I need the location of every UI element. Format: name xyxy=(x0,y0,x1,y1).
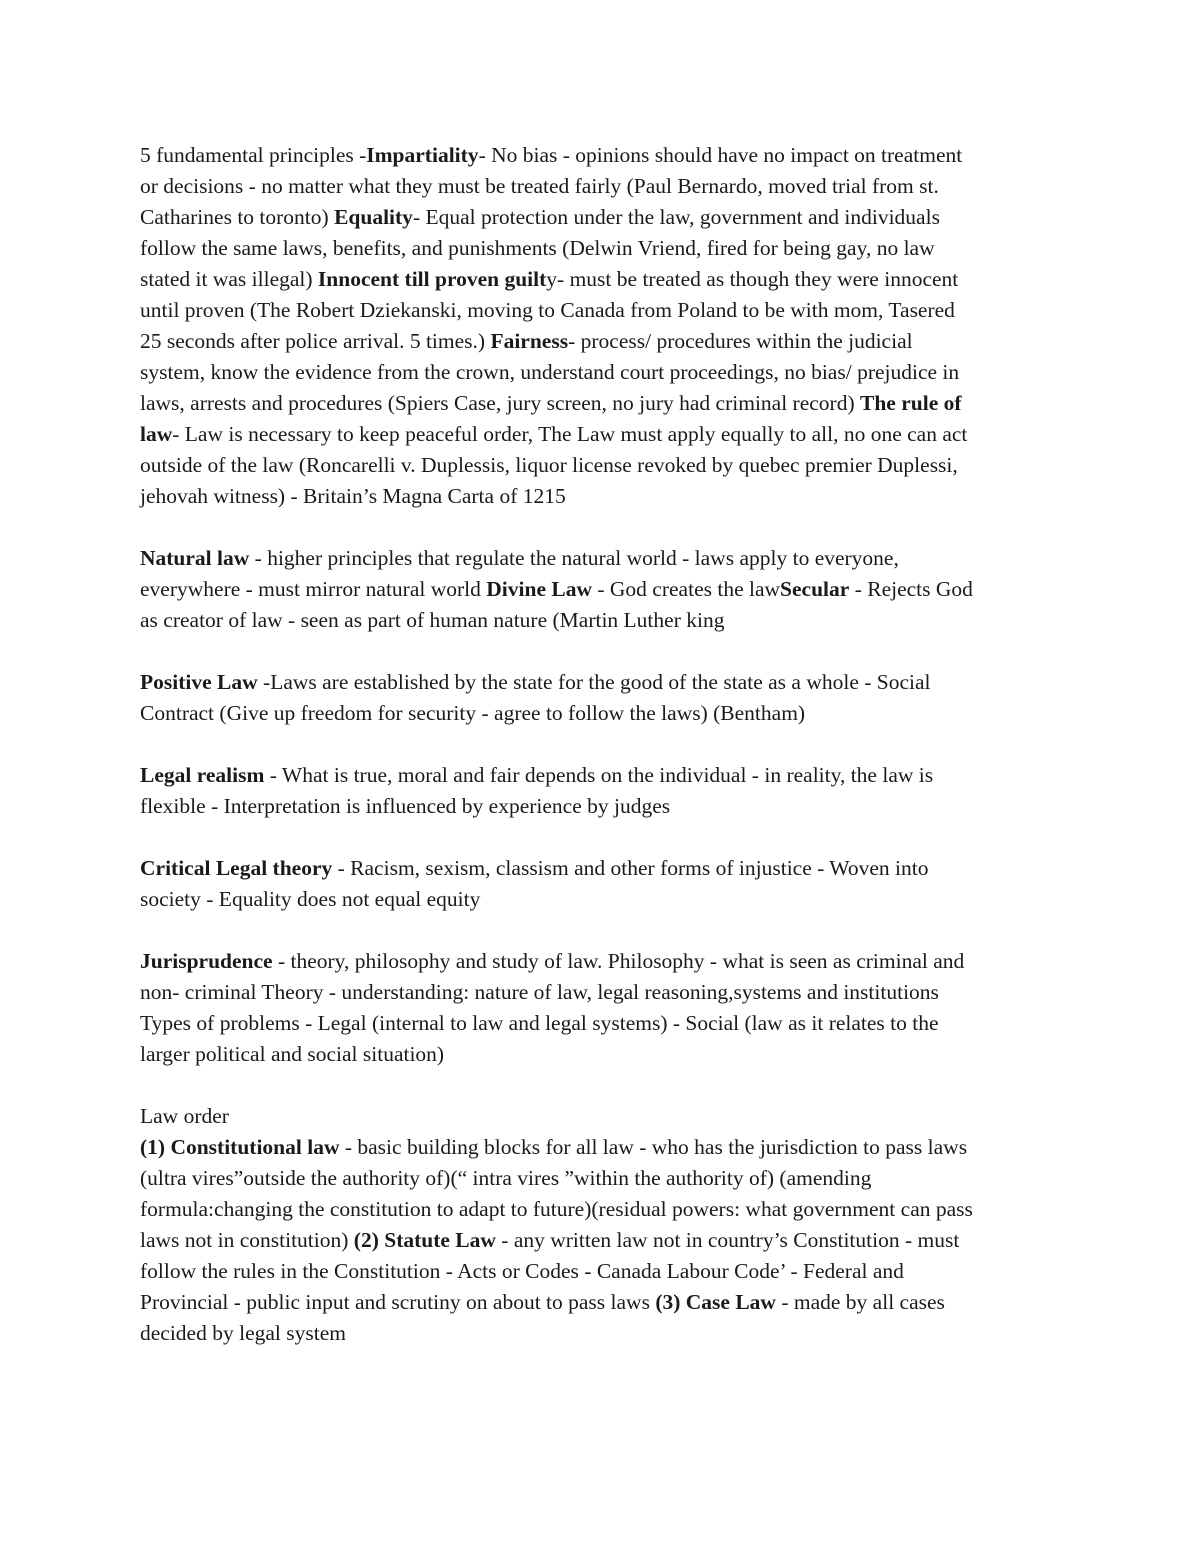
bold-term: (2) Statute Law xyxy=(353,1228,496,1252)
text-run: - higher principles that regulate the natural world - laws apply to everyone, xyxy=(249,546,899,570)
paragraph xyxy=(140,140,1060,512)
text-run: - God creates the law xyxy=(592,577,781,601)
text-line xyxy=(140,1039,1060,1070)
text-run: everywhere - must mirror natural world xyxy=(140,577,487,601)
paragraph xyxy=(140,946,1060,1070)
text-line xyxy=(140,1132,1060,1163)
text-line xyxy=(140,419,1060,450)
text-line xyxy=(140,791,1060,822)
text-line xyxy=(140,202,1060,233)
text-run: y- must be treated as though they were innocent xyxy=(546,267,959,291)
text-line xyxy=(140,171,1060,202)
text-run: - any written law not in country’s Constitution - must xyxy=(495,1228,960,1252)
text-line xyxy=(140,605,1060,636)
paragraph xyxy=(140,543,1060,636)
text-run: Law order xyxy=(140,1104,229,1128)
text-run: Provincial - public input and scrutiny on about to pass laws xyxy=(140,1290,656,1314)
text-run: - basic building blocks for all law - who has the jurisdiction to pass laws xyxy=(339,1135,968,1159)
text-line xyxy=(140,481,1060,512)
bold-term: Fairness xyxy=(490,329,569,353)
bold-term: Secular xyxy=(780,577,850,601)
text-line xyxy=(140,450,1060,481)
text-run: jehovah witness) - Britain’s Magna Carta of 1215 xyxy=(140,484,566,508)
text-line xyxy=(140,760,1060,791)
document-body xyxy=(140,140,1060,1380)
text-run: - process/ procedures within the judicial xyxy=(568,329,913,353)
text-line xyxy=(140,1008,1060,1039)
text-run: Contract (Give up freedom for security - agree to follow the laws) (Bentham) xyxy=(140,701,806,725)
text-run: Catharines to toronto) xyxy=(140,205,335,229)
text-run: flexible - Interpretation is influenced by experience by judges xyxy=(140,794,671,818)
bold-term: law xyxy=(140,422,173,446)
text-run: - theory, philosophy and study of law. Philosophy - what is seen as criminal and xyxy=(272,949,965,973)
text-run: as creator of law - seen as part of human nature (Martin Luther king xyxy=(140,608,725,632)
text-line xyxy=(140,1194,1060,1225)
text-run: laws, arrests and procedures (Spiers Case, jury screen, no jury had criminal record) xyxy=(140,391,860,415)
text-run: until proven (The Robert Dziekanski, moving to Canada from Poland to be with mom, Tasered xyxy=(140,298,955,322)
text-run: outside of the law (Roncarelli v. Duplessis, liquor license revoked by quebec premier Duplessi, xyxy=(140,453,958,477)
text-line xyxy=(140,264,1060,295)
text-line xyxy=(140,1287,1060,1318)
text-line xyxy=(140,295,1060,326)
text-run: - No bias - opinions should have no impact on treatment xyxy=(478,143,963,167)
text-line xyxy=(140,853,1060,884)
bold-term: Innocent till proven guilt xyxy=(317,267,547,291)
text-run: 5 fundamental principles - xyxy=(140,143,367,167)
text-run: follow the same laws, benefits, and punishments (Delwin Vriend, fired for being gay, no law xyxy=(140,236,935,260)
bold-term: Equality xyxy=(334,205,413,229)
text-line xyxy=(140,667,1060,698)
paragraph xyxy=(140,760,1060,822)
text-run: -Laws are established by the state for the good of the state as a whole - Social xyxy=(257,670,931,694)
text-run: society - Equality does not equal equity xyxy=(140,887,481,911)
bold-term: Impartiality xyxy=(366,143,479,167)
text-run: - made by all cases xyxy=(775,1290,945,1314)
text-line xyxy=(140,698,1060,729)
paragraph xyxy=(140,667,1060,729)
paragraph xyxy=(140,853,1060,915)
bold-term: Legal realism xyxy=(140,763,265,787)
bold-term: The rule of xyxy=(860,391,962,415)
text-run: - Racism, sexism, classism and other forms of injustice - Woven into xyxy=(332,856,929,880)
text-run: decided by legal system xyxy=(140,1321,346,1345)
text-line xyxy=(140,1163,1060,1194)
bold-term: Critical Legal theory xyxy=(140,856,333,880)
text-line xyxy=(140,140,1060,171)
text-line xyxy=(140,1318,1060,1349)
text-run: - Rejects God xyxy=(849,577,973,601)
text-line xyxy=(140,1101,1060,1132)
text-line xyxy=(140,326,1060,357)
text-run: - What is true, moral and fair depends on the individual - in reality, the law is xyxy=(264,763,934,787)
paragraph xyxy=(140,1101,1060,1349)
text-run: larger political and social situation) xyxy=(140,1042,445,1066)
text-line xyxy=(140,543,1060,574)
text-run: laws not in constitution) xyxy=(140,1228,354,1252)
text-line xyxy=(140,388,1060,419)
bold-term: Natural law xyxy=(140,546,250,570)
text-run: stated it was illegal) xyxy=(140,267,318,291)
bold-term: Jurisprudence xyxy=(140,949,273,973)
text-run: follow the rules in the Constitution - Acts or Codes - Canada Labour Code’ - Federal and xyxy=(140,1259,904,1283)
text-run: - Law is necessary to keep peaceful order, The Law must apply equally to all, no one can act xyxy=(172,422,968,446)
text-line xyxy=(140,1256,1060,1287)
text-line xyxy=(140,884,1060,915)
text-line xyxy=(140,946,1060,977)
text-run: non- criminal Theory - understanding: nature of law, legal reasoning,systems and institutions xyxy=(140,980,939,1004)
text-run: system, know the evidence from the crown, understand court proceedings, no bias/ prejudice in xyxy=(140,360,960,384)
bold-term: (3) Case Law xyxy=(655,1290,776,1314)
bold-term: Divine Law xyxy=(486,577,592,601)
text-run: (ultra vires”outside the authority of)(“ intra vires ”within the authority of) (amending xyxy=(140,1166,872,1190)
text-line xyxy=(140,977,1060,1008)
text-line xyxy=(140,233,1060,264)
text-run: formula:changing the constitution to adapt to future)(residual powers: what government can pass xyxy=(140,1197,973,1221)
text-line xyxy=(140,574,1060,605)
text-run: 25 seconds after police arrival. 5 times.) xyxy=(140,329,491,353)
text-run: Types of problems - Legal (internal to law and legal systems) - Social (law as it relates to the xyxy=(140,1011,939,1035)
text-run: or decisions - no matter what they must be treated fairly (Paul Bernardo, moved trial from st. xyxy=(140,174,939,198)
text-run: - Equal protection under the law, government and individuals xyxy=(412,205,940,229)
text-line xyxy=(140,1225,1060,1256)
text-line xyxy=(140,357,1060,388)
bold-term: (1) Constitutional law xyxy=(140,1135,340,1159)
bold-term: Positive Law xyxy=(140,670,258,694)
